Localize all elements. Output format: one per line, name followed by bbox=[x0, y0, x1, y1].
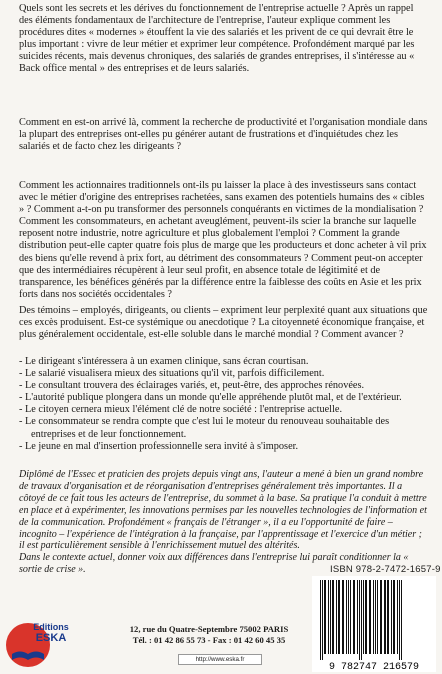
barcode-bar bbox=[391, 580, 392, 654]
publisher-name-line-2: ESKA bbox=[35, 632, 67, 644]
barcode-bar bbox=[375, 580, 376, 654]
barcode-bar bbox=[373, 580, 374, 654]
barcode-bar bbox=[357, 580, 358, 654]
barcode-bar bbox=[342, 580, 344, 654]
barcode-bar bbox=[350, 580, 351, 654]
witnesses-section bbox=[19, 305, 429, 341]
barcode-bar bbox=[380, 580, 382, 654]
intro-paragraph: Quels sont les secrets et les dérives du fonctionnement de l'entreprise actuelle ? Après un rappel des éléments fondamentaux de l'architecture de l'entreprise, l'auteur explique comment les procédures dites « modernes » étouffent la vie des salariés et les privent de ce qui devrait être le plus important : vivre de leur métier et exprimer leur compétence. Profondément marqué par les suicides récents, mais devenus chroniques, des salariés de grandes entreprises, il s'intéresse au « Back office mental » des entreprises et de leurs salariés. bbox=[19, 3, 415, 75]
author-bio-paragraph: Diplômé de l'Essec et praticien des projets depuis vingt ans, l'auteur a mené à bien un grand nombre de travaux d'organisation et de réorganisation d'entreprises généralement très importantes. Il a côtoyé de ce fait tous les acteurs de l'entreprise, du sommet à la base. Sa pratique l'a conduit à mettre en place et à expérimenter, les innovations permises par les nouvelles technologies de l'information et de la communication. Profondément « français de l'étranger », il a eu l'opportunité de faire – incognito – l'expérience de l'intégration à la française, par l'apprentissage et l'exercice d'un métier ; il est particulièrement sensible à l'enrichissement mutuel des altérités. bbox=[19, 469, 427, 552]
audience-list bbox=[19, 356, 429, 453]
barcode-bar bbox=[330, 580, 331, 654]
isbn-label: ISBN 978-2-7472-1657-9 bbox=[330, 564, 441, 575]
barcode-bar bbox=[332, 580, 334, 654]
list-item: - Le citoyen cernera mieux l'élément clé de notre société : l'entreprise actuelle. bbox=[19, 404, 343, 416]
barcode-bar bbox=[377, 580, 378, 654]
barcode-bar bbox=[320, 580, 321, 660]
barcode-bar bbox=[384, 580, 386, 654]
barcode-bar bbox=[369, 580, 371, 654]
questions-section bbox=[19, 180, 429, 301]
barcode-bar bbox=[338, 580, 340, 654]
questions-paragraph: Comment les actionnaires traditionnels ont-ils pu laisser la place à des investisseurs sans contact avec le métier d'origine des entreprises rachetées, sans examen des potentiels humains des « cibles » ? Comment a-t-on pu transformer des personnels conquérants en victimes de la mondialisation ? Comment les consommateurs, en achetant aveuglément, peuvent-ils scier la branche sur laquelle reposent notre industrie, notre agriculture et plus globalement l'emploi ? Comment la grande distribution peut-elle capter quatre fois plus de marge que les producteurs et donc acheter à vil prix des biens qu'elle revend à prix fort, au détriment des consommateurs ? Comment peut-on accepter que des intermédiaires récupèrent à leur seul profit, en absence totale de légitimité et de transparence, les bénéfices générés par la différence entre la faiblesse des coûts en Asie et les prix forts dans nos sociétés occidentales ? bbox=[19, 180, 427, 300]
publisher-name bbox=[28, 622, 74, 644]
barcode bbox=[312, 576, 436, 672]
barcode-bar bbox=[399, 580, 400, 660]
list-item: - L'autorité publique plongera dans un monde qu'elle appréhende plutôt mal, et de l'extérieur. bbox=[19, 392, 402, 404]
list-item: - Le salarié visualisera mieux des situations qu'il vit, parfois difficilement. bbox=[19, 368, 325, 380]
address-phone-fax: Tél. : 01 42 86 55 73 - Fax : 01 42 60 45 35 bbox=[132, 635, 286, 645]
author-bio-paragraph-2: Dans le contexte actuel, donner voix aux différences dans l'entreprise lui paraît conditionner la « sortie de crise ». bbox=[19, 552, 409, 576]
barcode-bar bbox=[348, 580, 349, 654]
list-item: - Le jeune en mal d'insertion professionnelle sera invité à s'imposer. bbox=[19, 440, 299, 452]
barcode-bar bbox=[401, 580, 402, 660]
publisher-name-line-1: Editions bbox=[33, 622, 69, 632]
address-street: 12, rue du Quatre-Septembre 75002 PARIS bbox=[129, 624, 289, 634]
audience-list-section bbox=[19, 356, 429, 453]
barcode-bar bbox=[324, 580, 326, 654]
barcode-bar bbox=[363, 580, 364, 654]
barcode-bar bbox=[365, 580, 367, 654]
list-item: - Le dirigeant s'intéressera à un examen clinique, sans écran courtisan. bbox=[19, 356, 309, 367]
barcode-bar bbox=[353, 580, 355, 654]
author-bio bbox=[19, 469, 429, 576]
barcode-icon bbox=[312, 576, 436, 672]
barcode-bar bbox=[397, 580, 398, 654]
witnesses-paragraph: Des témoins – employés, dirigeants, ou clients – expriment leur perplexité quant aux situations que ces excès produisent. Est-ce systémique ou anecdotique ? La citoyenneté économique française, et plus généralement occidentale, est-elle soluble dans le marché mondial ? Comment avancer ? bbox=[19, 305, 428, 341]
barcode-bar bbox=[387, 580, 389, 654]
question-paragraph: Comment en est-on arrivé là, comment la recherche de productivité et l'organisation mondiale dans la plupart des entreprises ont-elles pu générer autant de frustrations et d'inquiétudes chez les salariés et de facto chez les dirigeants ? bbox=[19, 117, 428, 153]
publisher-address bbox=[124, 624, 294, 646]
barcode-bar bbox=[361, 580, 362, 660]
barcode-bar bbox=[336, 580, 337, 654]
barcode-bar bbox=[359, 580, 360, 660]
barcode-bar bbox=[322, 580, 323, 660]
list-item: - Le consommateur se rendra compte que c'est lui le moteur du renouveau souhaitable des entreprises et de leur fonctionnement. bbox=[19, 416, 390, 440]
barcode-bar bbox=[393, 580, 395, 654]
barcode-digits: 9 782747 216579 bbox=[328, 662, 420, 672]
list-item: - Le consultant trouvera des éclairages variés, et, peut-être, des approches rénovées. bbox=[19, 380, 365, 392]
barcode-bar bbox=[328, 580, 329, 654]
barcode-bar bbox=[346, 580, 347, 654]
publisher-website-link[interactable]: http://www.eska.fr bbox=[178, 654, 262, 665]
question-section bbox=[19, 117, 429, 153]
intro-section bbox=[19, 3, 429, 76]
